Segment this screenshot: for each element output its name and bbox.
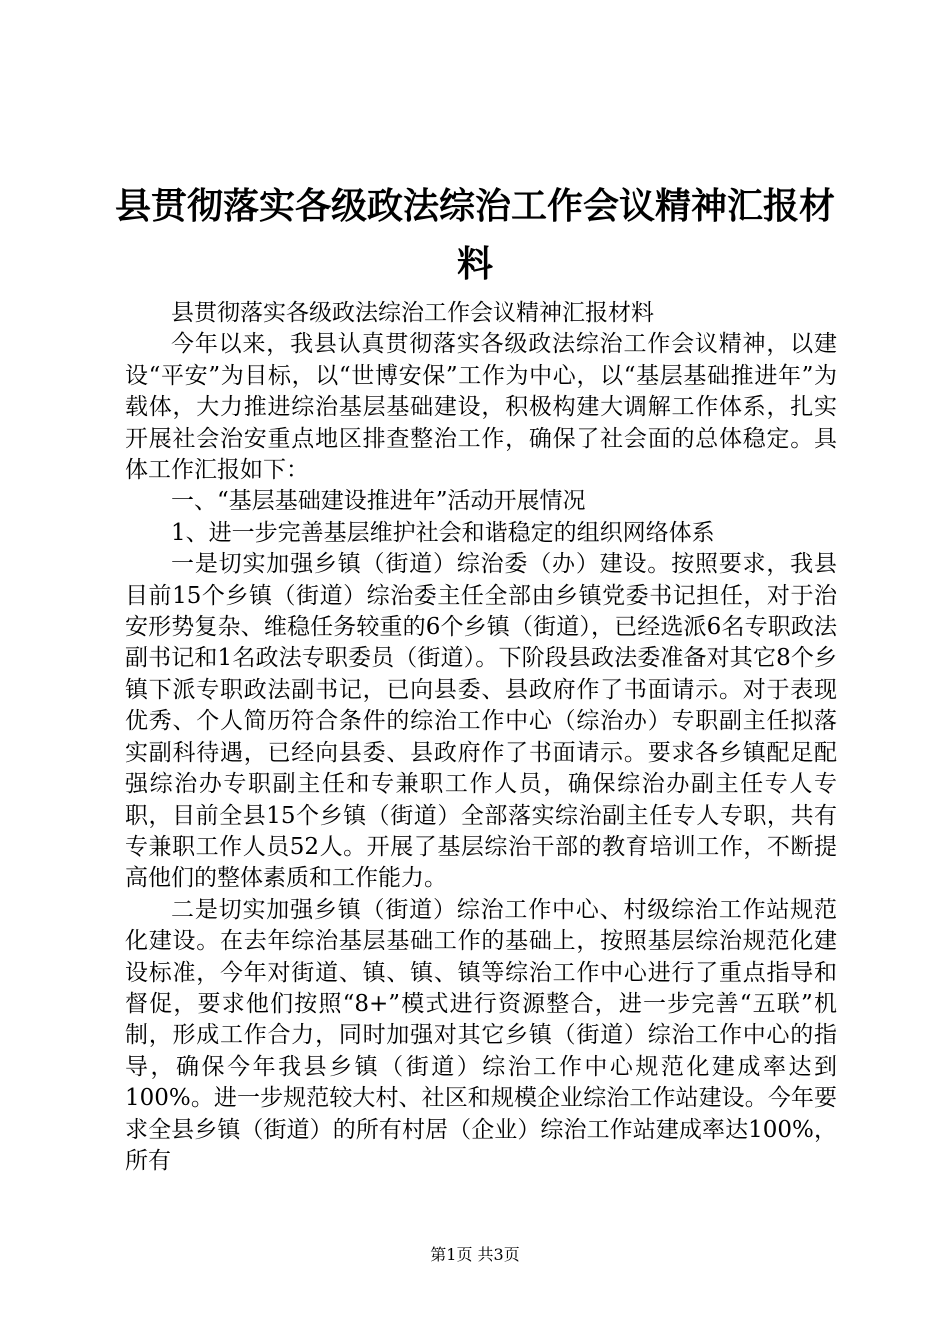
document-body	[125, 298, 837, 1177]
subsection-heading: 1、进一步完善基层维护社会和谐稳定的组织网络体系	[171, 519, 715, 546]
paragraph-point-two: 二是切实加强乡镇（街道）综治工作中心、村级综治工作站规范化建设。在去年综治基层基础工作的基础上，按照基层综治规范化建设标准，今年对街道、镇、镇、镇等综治工作中心进行了重点指导和督促，要求他们按照“8+”模式进行资源整合，进一步完善“五联”机制，形成工作合力，同时加强对其它乡镇（街道）综治工作中心的指导，确保今年我县乡镇（街道）综治工作中心规范化建成率达到100%。进一步规范较大村、社区和规模企业综治工作站建设。今年要求全县乡镇（街道）的所有村居（企业）综治工作站建成率达100%，所有	[125, 896, 837, 1174]
paragraph-point-one: 一是切实加强乡镇（街道）综治委（办）建设。按照要求，我县目前15个乡镇（街道）综治委主任全部由乡镇党委书记担任，对于治安形势复杂、维稳任务较重的6个乡镇（街道），已经选派6名专职政法副书记和1名政法专职委员（街道）。下阶段县政法委准备对其它8个乡镇下派专职政法副书记，已向县委、县政府作了书面请示。对于表现优秀、个人简历符合条件的综治工作中心（综治办）专职副主任拟落实副科待遇，已经向县委、县政府作了书面请示。要求各乡镇配足配强综治办专职副主任和专兼职工作人员，确保综治办副主任专人专职，目前全县15个乡镇（街道）全部落实综治副主任专人专职，共有专兼职工作人员52人。开展了基层综治干部的教育培训工作，不断提高他们的整体素质和工作能力。	[125, 551, 837, 892]
document-title: 县贯彻落实各级政法综治工作会议精神汇报材料	[114, 186, 835, 285]
section-heading: 一、“基层基础建设推进年”活动开展情况	[171, 488, 586, 515]
paragraph-intro: 今年以来，我县认真贯彻落实各级政法综治工作会议精神，以建设“平安”为目标，以“世博安保”工作为中心，以“基层基础推进年”为载体，大力推进综治基层基础建设，积极构建大调解工作体系，扎实开展社会治安重点地区排查整治工作，确保了社会面的总体稳定。具体工作汇报如下：	[125, 331, 837, 484]
paragraph-subtitle: 县贯彻落实各级政法综治工作会议精神汇报材料	[171, 300, 654, 326]
page-footer: 第1页 共3页	[430, 1245, 520, 1264]
